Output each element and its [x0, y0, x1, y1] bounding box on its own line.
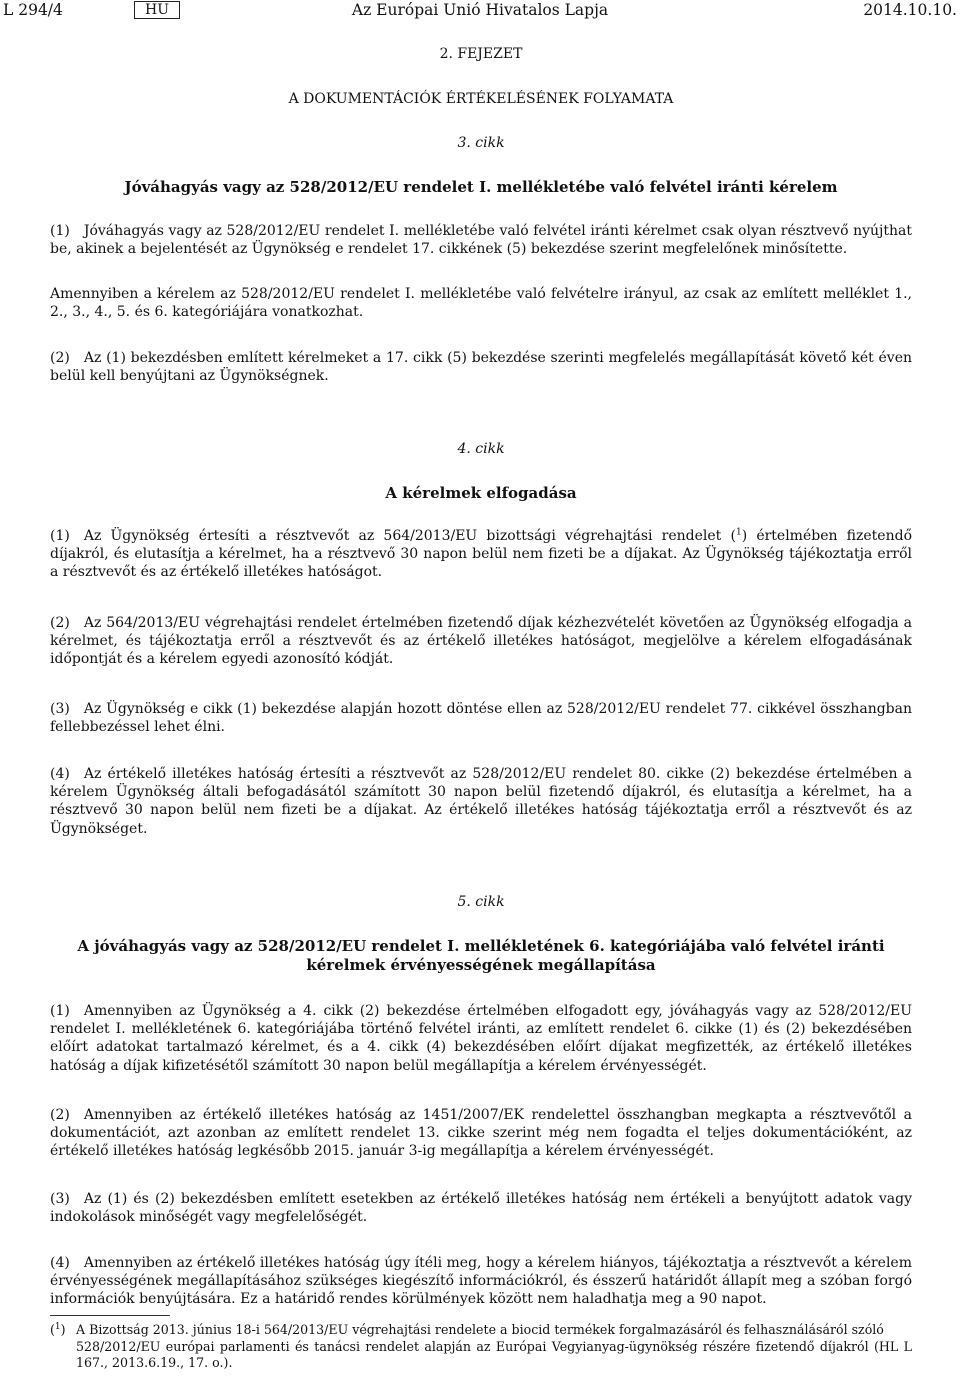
- paragraph-number: (4): [50, 766, 70, 782]
- paragraph-number: (3): [50, 1191, 70, 1207]
- paragraph-text-start: Az Ügynökség értesíti a résztvevőt az 564/2013/EU bizottsági végrehajtási rendelet (: [83, 528, 736, 544]
- footnote-line-1: [50, 1322, 912, 1339]
- footnote-text-1: A Bizottság 2013. június 18-i 564/2013/EU végrehajtási rendelete a biocid termékek forgalmazásáról és felhasználásáról szóló: [76, 1322, 884, 1337]
- footnote-text-2: 528/2012/EU európai parlamenti és tanácsi rendelet alapján az Európai Vegyianyag-ügynökség részére fizetendő díjakról (HL L 167., 2013.6.19., 17. o.).: [76, 1338, 912, 1370]
- language-badge: HU: [134, 1, 180, 19]
- paragraph-number: (3): [50, 701, 70, 717]
- footnote-marker-number: 1: [54, 1321, 61, 1332]
- paragraph-number: (1): [50, 223, 70, 239]
- article-3-paragraph-1: [50, 222, 912, 258]
- article-4-paragraph-3: [50, 700, 912, 736]
- paragraph-text-end: ) értelmében fizetendő díjakról, és elutasítja a kérelmet, ha a résztvevő 30 napon belül nem fizeti be a díjakat. Az Ügynökség tájékoztatja erről a résztvevőt és az értékelő illetékes hatóságot.: [50, 528, 912, 581]
- paragraph-text: Az Ügynökség e cikk (1) bekezdése alapján hozott döntése ellen az 528/2012/EU rendelet 77. cikkével összhangban fellebbezéssel lehet élni.: [50, 701, 912, 736]
- chapter-label: 2. FEJEZET: [439, 46, 523, 62]
- paragraph-text: Amennyiben a kérelem az 528/2012/EU rendelet I. mellékletébe való felvételre irányul, az csak az említett melléklet 1., 2., 3., 4., 5. és 6. kategóriájára vonatkozhat.: [50, 286, 912, 321]
- paragraph-text: Amennyiben az értékelő illetékes hatóság az 1451/2007/EK rendelettel összhangban megkapta a résztvevőtől a dokumentációt, azt azonban az említett rendelet 13. cikke szerint még nem fogadta el teljes dokumentációként, az értékelő illetékes hatóság legkésőbb 2015. január 3-ig megállapítja a kérelem érvényességét.: [50, 1107, 912, 1160]
- footnote-marker-close: ): [60, 1322, 66, 1337]
- paragraph-text: Jóváhagyás vagy az 528/2012/EU rendelet I. mellékletébe való felvétel iránti kérelmet csak olyan résztvevő nyújthat be, akinek a bejelentését az Ügynökség e rendelet 17. cikkének (5) bekezdése szerint megfelelőnek minősítette.: [50, 223, 912, 258]
- publication-date: 2014.10.10.: [863, 1, 957, 19]
- paragraph-number: (1): [50, 528, 70, 544]
- footnote-marker-open: (: [50, 1322, 55, 1337]
- paragraph-text: Az értékelő illetékes hatóság értesíti a résztvevőt az 528/2012/EU rendelet 80. cikke (2) bekezdése értelmében a kérelem Ügynökség általi befogadásától számított 30 napon belül fizetendő díjakról, és elutasítja a kérelmet, ha a résztvevő 30 napon belül nem fizeti be a díjakat. Az értékelő illetékes hatóság tájékoztatja erről a résztvevőt és az Ügynökséget.: [50, 766, 912, 837]
- article-4-paragraph-4: [50, 765, 912, 838]
- article-5-label: 5. cikk: [457, 894, 505, 910]
- paragraph-number: (2): [50, 615, 70, 631]
- paragraph-number: (4): [50, 1255, 70, 1271]
- footnote-marker: [50, 1322, 76, 1339]
- paragraph-text: Az (1) és (2) bekezdésben említett esetekben az értékelő illetékes hatóság nem értékeli a benyújtott adatok vagy indokolások minőségét vagy megfelelőségét.: [50, 1191, 912, 1226]
- article-5-paragraph-1: [50, 1002, 912, 1075]
- footnote: [50, 1322, 912, 1372]
- article-5-paragraph-3: [50, 1190, 912, 1226]
- paragraph-number: (2): [50, 1107, 70, 1123]
- article-3-title: Jóváhagyás vagy az 528/2012/EU rendelet I. mellékletébe való felvétel iránti kérelem: [124, 178, 838, 196]
- article-4-title: A kérelmek elfogadása: [385, 484, 577, 502]
- article-3-paragraph-2: [50, 349, 912, 385]
- paragraph-text: Amennyiben az értékelő illetékes hatóság úgy ítéli meg, hogy a kérelem hiányos, tájékoztatja a résztvevőt a kérelem érvényességének megállapításához szükséges kiegészítő információkról, és ésszerű határidőt állapít meg a szóban forgó információk benyújtására. Ez a határidő rendes körülmények között nem haladhatja meg a 90 napot.: [50, 1255, 912, 1308]
- article-5-paragraph-2: [50, 1106, 912, 1161]
- article-3-paragraph-1-sub: [50, 285, 912, 321]
- chapter-title: A DOKUMENTÁCIÓK ÉRTÉKELÉSÉNEK FOLYAMATA: [288, 91, 674, 107]
- paragraph-text: Az (1) bekezdésben említett kérelmeket a 17. cikk (5) bekezdése szerinti megfelelés megállapítását követő két éven belül kell benyújtani az Ügynökségnek.: [50, 350, 912, 385]
- page-header: [0, 0, 960, 22]
- article-4-paragraph-1: [50, 527, 912, 582]
- paragraph-text: Az 564/2013/EU végrehajtási rendelet értelmében fizetendő díjak kézhezvételét követően az Ügynökség elfogadja a kérelmet, és tájékoztatja erről a résztvevőt és az értékelő illetékes hatóságot, megjelölve a kérelem elfogadásának időpontját és a kérelem egyedi azonosító kódját.: [50, 615, 912, 668]
- article-4-paragraph-2: [50, 614, 912, 669]
- article-3-label: 3. cikk: [457, 135, 505, 151]
- paragraph-number: (1): [50, 1003, 70, 1019]
- article-5-title: A jóváhagyás vagy az 528/2012/EU rendelet I. mellékletének 6. kategóriájába való felvétel iránti kérelmek érvényességének megállapítása: [77, 937, 885, 974]
- footnote-reference[interactable]: 1: [735, 527, 742, 538]
- article-4-label: 4. cikk: [457, 441, 505, 457]
- footnote-divider: [50, 1315, 170, 1316]
- journal-title: Az Európai Unió Hivatalos Lapja: [351, 1, 609, 19]
- article-5-paragraph-4: [50, 1254, 912, 1309]
- paragraph-number: (2): [50, 350, 70, 366]
- paragraph-text: Amennyiben az Ügynökség a 4. cikk (2) bekezdése értelmében elfogadott egy, jóváhagyás vagy az 528/2012/EU rendelet I. mellékletének 6. kategóriájába történő felvétel iránti, az említett rendelet 6. cikke (1) és (2) bekezdésében előírt adatokat tartalmazó kérelmet, és a 4. cikk (4) bekezdésében előírt díjakat megfizették, az értékelő illetékes hatóság a díjak kifizetésétől számított 30 napon belül megállapítja a kérelem érvényességét.: [50, 1003, 912, 1074]
- page-number: L 294/4: [3, 1, 63, 19]
